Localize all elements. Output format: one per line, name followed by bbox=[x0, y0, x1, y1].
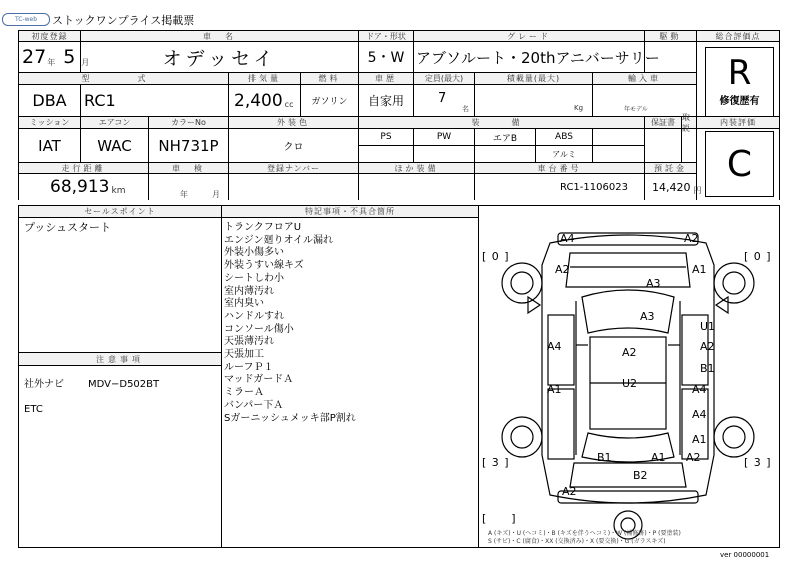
damage-mark: A4 bbox=[692, 383, 707, 396]
damage-mark: A1 bbox=[692, 263, 707, 276]
model-prefix-value: DBA bbox=[32, 91, 67, 110]
spare-tire-label: [ ] bbox=[482, 512, 517, 525]
damage-mark: A2 bbox=[700, 340, 715, 353]
color-no-value: NH731P bbox=[158, 136, 219, 155]
header-notes: 特記事項・不具合箇所 bbox=[222, 206, 478, 218]
note-item: 室内臭い bbox=[224, 298, 264, 310]
grade-value: アブソルート・20thアニバーサリー bbox=[416, 48, 660, 67]
note-item: 天張薄汚れ bbox=[224, 336, 274, 348]
header-color-no: カラーNo bbox=[149, 117, 228, 128]
notes-list bbox=[224, 222, 356, 425]
header-first-reg: 初度登録 bbox=[19, 31, 80, 41]
fuel-value: ガソリン bbox=[311, 97, 348, 107]
caution-item: ETC bbox=[24, 404, 43, 415]
header-grade: グレード bbox=[414, 31, 644, 41]
damage-mark: B2 bbox=[633, 469, 648, 482]
header-manual: 取説 bbox=[682, 117, 696, 128]
damage-mark: A1 bbox=[692, 433, 707, 446]
note-item: ハンドルすれ bbox=[224, 310, 284, 322]
car-name-value: オデッセイ bbox=[162, 47, 277, 70]
header-score: 総合評価点 bbox=[697, 31, 779, 41]
header-load: 積載量(最大) bbox=[475, 73, 592, 84]
shaken-month-unit: 月 bbox=[212, 190, 220, 199]
header-fuel: 燃料 bbox=[301, 73, 358, 84]
score-value: R bbox=[727, 53, 752, 93]
damage-legend bbox=[488, 530, 681, 546]
tire-label-front-right: [ 0 ] bbox=[744, 250, 772, 263]
header-mission: ミッション bbox=[19, 117, 80, 128]
capacity-unit: 名 bbox=[462, 105, 469, 113]
header-interior: 内装評価 bbox=[697, 117, 779, 128]
damage-mark: A1 bbox=[547, 383, 562, 396]
header-shaken: 車 検 bbox=[149, 163, 228, 173]
sales-point-list bbox=[24, 222, 111, 235]
header-type: 型 式 bbox=[19, 73, 228, 84]
note-item: トランクフロアU bbox=[224, 222, 302, 233]
header-sales-point: セールスポイント bbox=[19, 206, 221, 218]
page-title: ストックワンプライス掲載票 bbox=[52, 14, 195, 27]
damage-mark: B1 bbox=[597, 451, 612, 464]
header-drive: 駆動 bbox=[645, 31, 696, 41]
header-purpose: 車歴 bbox=[359, 73, 413, 84]
mileage-value: 68,913 km bbox=[50, 177, 126, 197]
header-chassis: 車台番号 bbox=[475, 163, 644, 173]
load-unit: Kg bbox=[574, 104, 584, 112]
chassis-value: RC1-1106023 bbox=[560, 181, 628, 193]
divider-vertical bbox=[221, 205, 222, 548]
damage-mark: A2 bbox=[684, 232, 699, 245]
equip-item: アルミ bbox=[552, 149, 576, 159]
damage-mark: A3 bbox=[640, 310, 655, 323]
damage-mark: U1 bbox=[700, 320, 716, 333]
caution-item: 社外ナビ MDV−D502BT bbox=[24, 379, 160, 390]
note-item: バンパー下Ａ bbox=[224, 399, 284, 411]
header-exterior: 外装色 bbox=[229, 117, 358, 128]
equip-item: PS bbox=[380, 132, 392, 142]
note-item: エンジン廻りオイル漏れ bbox=[224, 234, 333, 246]
import-unit: 年モデル bbox=[624, 106, 648, 113]
displacement-value: 2,400 cc bbox=[234, 90, 294, 111]
damage-mark: A2 bbox=[555, 263, 570, 276]
header-import: 輸入車 bbox=[593, 73, 696, 84]
note-item: 室内薄汚れ bbox=[224, 285, 274, 297]
logo: TC-web bbox=[2, 13, 50, 26]
damage-mark: A4 bbox=[560, 232, 575, 245]
damage-mark: U2 bbox=[622, 377, 638, 390]
note-item: 外装うすい線キズ bbox=[224, 260, 304, 272]
note-item: 外装小傷多い bbox=[224, 247, 284, 259]
door-value: 5・W bbox=[367, 50, 405, 66]
sales-point-item: プッシュスタート bbox=[24, 221, 112, 234]
header-aircon: エアコン bbox=[81, 117, 148, 128]
damage-mark: A2 bbox=[686, 451, 701, 464]
note-item: コンソール傷小 bbox=[224, 323, 294, 335]
header-plate: 登録ナンバー bbox=[229, 163, 358, 173]
model-value: RC1 bbox=[84, 91, 116, 110]
shaken-year-unit: 年 bbox=[180, 190, 188, 199]
note-item: 天張加工 bbox=[224, 349, 264, 361]
mission-value: IAT bbox=[38, 136, 61, 155]
interior-score-box bbox=[705, 131, 774, 197]
damage-mark: A1 bbox=[651, 451, 666, 464]
equip-item: エアB bbox=[492, 133, 518, 144]
damage-mark: A4 bbox=[547, 340, 562, 353]
exterior-value: クロ bbox=[283, 142, 304, 153]
legend-line: A (キズ)・U (ヘコミ)・B (キズを伴うヘコミ)・W (補修跡)・P (要塗装) bbox=[488, 530, 681, 537]
note-item: シートしわ小 bbox=[224, 272, 284, 284]
capacity-value: 7 bbox=[438, 90, 447, 106]
equip-item: ABS bbox=[555, 132, 573, 142]
tire-label-front-left: [ 0 ] bbox=[482, 250, 510, 263]
damage-mark: A3 bbox=[646, 277, 661, 290]
purpose-value: 自家用 bbox=[367, 94, 404, 108]
header-caution: 注意事項 bbox=[19, 353, 221, 366]
note-item: Sガーニッシュメッキ部P割れ bbox=[224, 412, 356, 424]
tire-label-rear-right: [ 3 ] bbox=[744, 456, 772, 469]
header-mileage: 走行距離 bbox=[19, 163, 148, 173]
header-deposit: 預託金 bbox=[645, 163, 696, 173]
damage-mark: A4 bbox=[692, 408, 707, 421]
note-item: マッドガードＡ bbox=[224, 374, 294, 386]
header-equipment: 装 備 bbox=[359, 117, 644, 128]
score-box bbox=[705, 47, 774, 117]
damage-mark: A2 bbox=[562, 485, 577, 498]
interior-score-value: C bbox=[726, 143, 753, 185]
legend-line: S (サビ)・C (腐食)・XX (交換済み)・X (要交換)・G (ガラスキズ) bbox=[488, 538, 666, 545]
first-reg-value: 27 年 5 月 bbox=[22, 46, 90, 68]
damage-mark: A2 bbox=[622, 346, 637, 359]
header-car-name: 車 名 bbox=[81, 31, 358, 41]
header-other-equip: ほか装備 bbox=[359, 163, 474, 173]
note-item: ミラーＡ bbox=[224, 387, 264, 399]
score-note: 修復歴有 bbox=[719, 96, 760, 107]
tire-label-rear-left: [ 3 ] bbox=[482, 456, 510, 469]
header-displacement: 排気量 bbox=[229, 73, 300, 84]
equip-item: PW bbox=[436, 132, 452, 142]
header-capacity: 定員(最大) bbox=[414, 73, 474, 84]
version-label: ver 00000001 bbox=[720, 551, 770, 559]
note-item: ルーフＰ１ bbox=[224, 361, 274, 373]
deposit-value: 14,420 円 bbox=[652, 180, 702, 195]
header-warranty: 保証書 bbox=[645, 117, 681, 128]
header-door: ドア・形状 bbox=[359, 31, 413, 41]
aircon-value: WAC bbox=[97, 136, 132, 155]
damage-mark: B1 bbox=[700, 362, 715, 375]
